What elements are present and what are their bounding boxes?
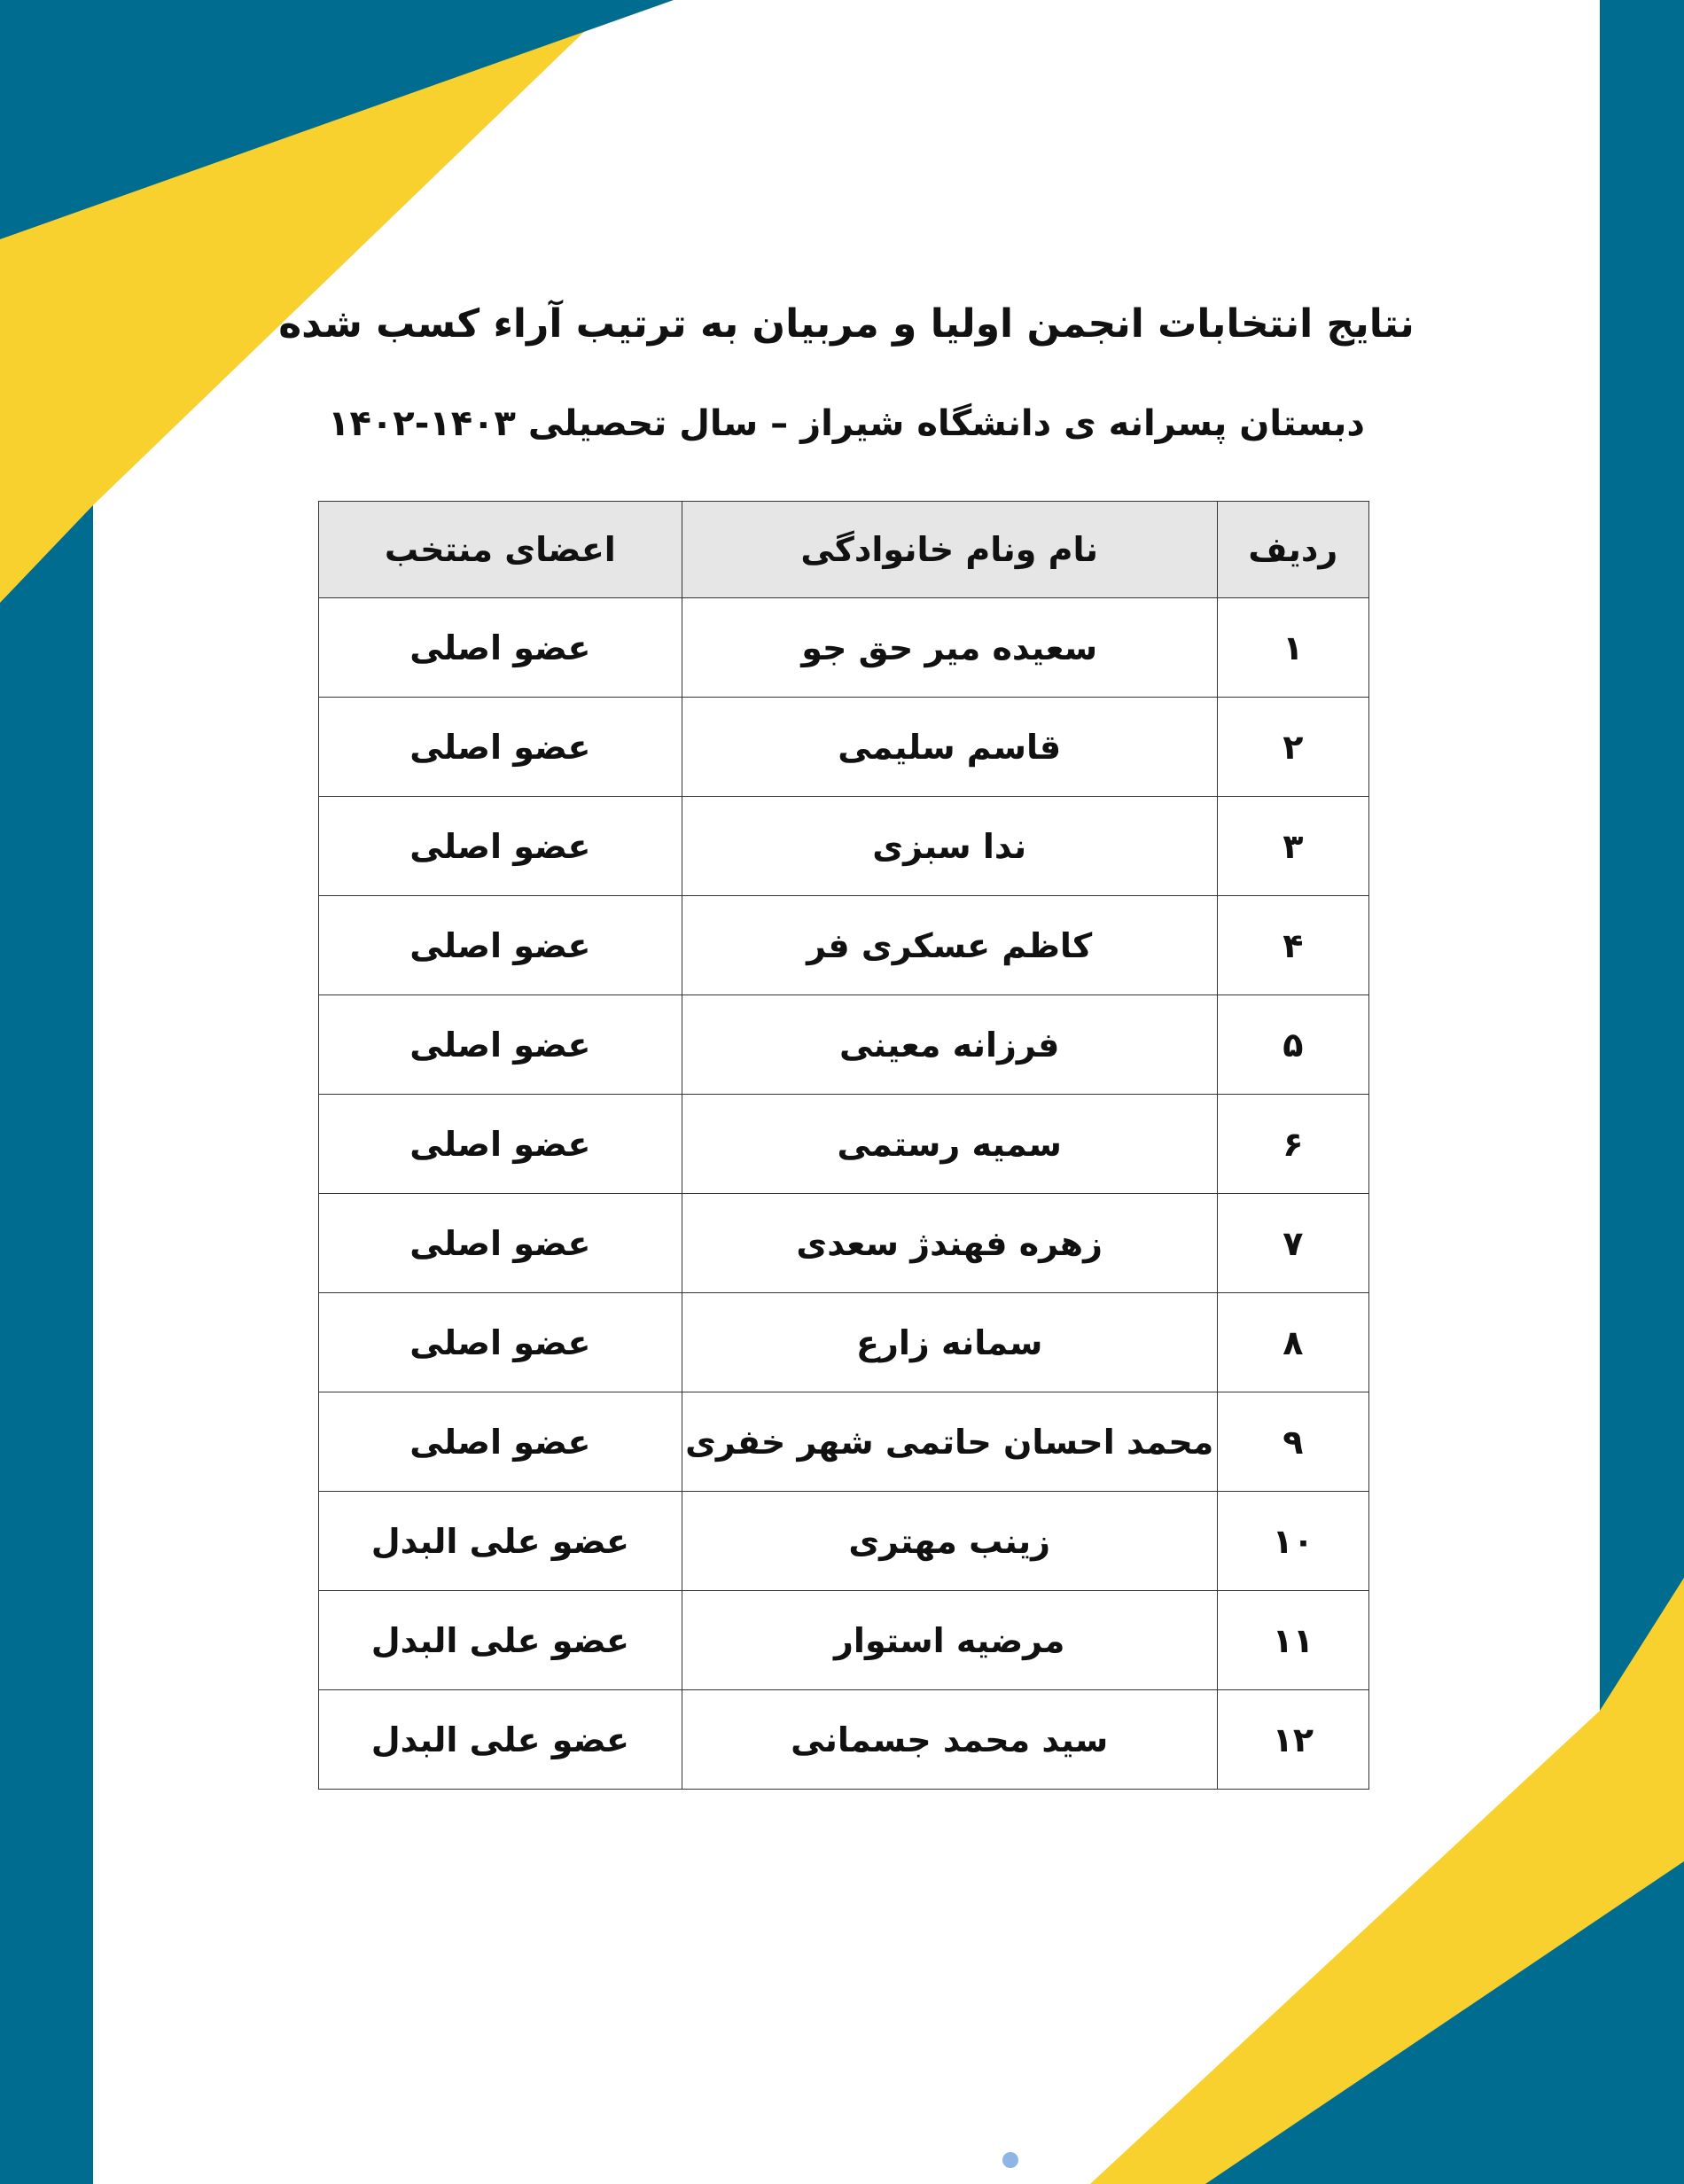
row-name: کاظم عسکری فر	[682, 896, 1217, 995]
page-title: نتایج انتخابات انجمن اولیا و مربیان به ترتیب آراء کسب شده	[278, 301, 1415, 347]
row-role: عضو اصلی	[319, 1194, 682, 1293]
row-rank: ۵	[1217, 995, 1368, 1095]
table-header-row	[319, 502, 1369, 598]
table-row	[319, 1095, 1369, 1194]
row-name: زینب مهتری	[682, 1492, 1217, 1591]
row-role: عضو اصلی	[319, 598, 682, 698]
row-name: فرزانه معینی	[682, 995, 1217, 1095]
row-role: عضو اصلی	[319, 1095, 682, 1194]
row-role: عضو علی البدل	[319, 1492, 682, 1591]
row-rank: ۱	[1217, 598, 1368, 698]
table-row	[319, 995, 1369, 1095]
row-role: عضو اصلی	[319, 995, 682, 1095]
table-row	[319, 1690, 1369, 1790]
table-row	[319, 1392, 1369, 1492]
table-row	[319, 896, 1369, 995]
page-indicator-dot	[1002, 2152, 1018, 2168]
row-role: عضو اصلی	[319, 698, 682, 797]
row-rank: ۱۱	[1217, 1591, 1368, 1690]
row-rank: ۹	[1217, 1392, 1368, 1492]
row-rank: ۷	[1217, 1194, 1368, 1293]
row-name: ندا سبزی	[682, 797, 1217, 896]
row-rank: ۴	[1217, 896, 1368, 995]
row-name: مرضیه استوار	[682, 1591, 1217, 1690]
row-rank: ۸	[1217, 1293, 1368, 1392]
row-role: عضو اصلی	[319, 797, 682, 896]
row-rank: ۳	[1217, 797, 1368, 896]
document-page	[93, 0, 1600, 2184]
row-rank: ۶	[1217, 1095, 1368, 1194]
table-row	[319, 1293, 1369, 1392]
row-role: عضو علی البدل	[319, 1591, 682, 1690]
table-row	[319, 598, 1369, 698]
row-role: عضو اصلی	[319, 896, 682, 995]
table-row	[319, 1194, 1369, 1293]
table-row	[319, 1492, 1369, 1591]
table-row	[319, 1591, 1369, 1690]
row-rank: ۱۰	[1217, 1492, 1368, 1591]
row-rank: ۲	[1217, 698, 1368, 797]
header-role: اعضای منتخب	[319, 502, 682, 598]
table-row	[319, 797, 1369, 896]
row-name: سمانه زارع	[682, 1293, 1217, 1392]
row-role: عضو علی البدل	[319, 1690, 682, 1790]
row-name: زهره فهندژ سعدی	[682, 1194, 1217, 1293]
row-rank: ۱۲	[1217, 1690, 1368, 1790]
row-name: سمیه رستمی	[682, 1095, 1217, 1194]
row-role: عضو اصلی	[319, 1392, 682, 1492]
row-name: قاسم سلیمی	[682, 698, 1217, 797]
row-name: سید محمد جسمانی	[682, 1690, 1217, 1790]
header-name: نام ونام خانوادگی	[682, 502, 1217, 598]
results-table	[318, 501, 1369, 1790]
page-subtitle: دبستان پسرانه ی دانشگاه شیراز – سال تحصیلی ۱۴۰۳-۱۴۰۲	[328, 403, 1365, 444]
header-rank: ردیف	[1217, 502, 1368, 598]
row-role: عضو اصلی	[319, 1293, 682, 1392]
row-name: محمد احسان حاتمی شهر خفری	[682, 1392, 1217, 1492]
table-row	[319, 698, 1369, 797]
row-name: سعیده میر حق جو	[682, 598, 1217, 698]
